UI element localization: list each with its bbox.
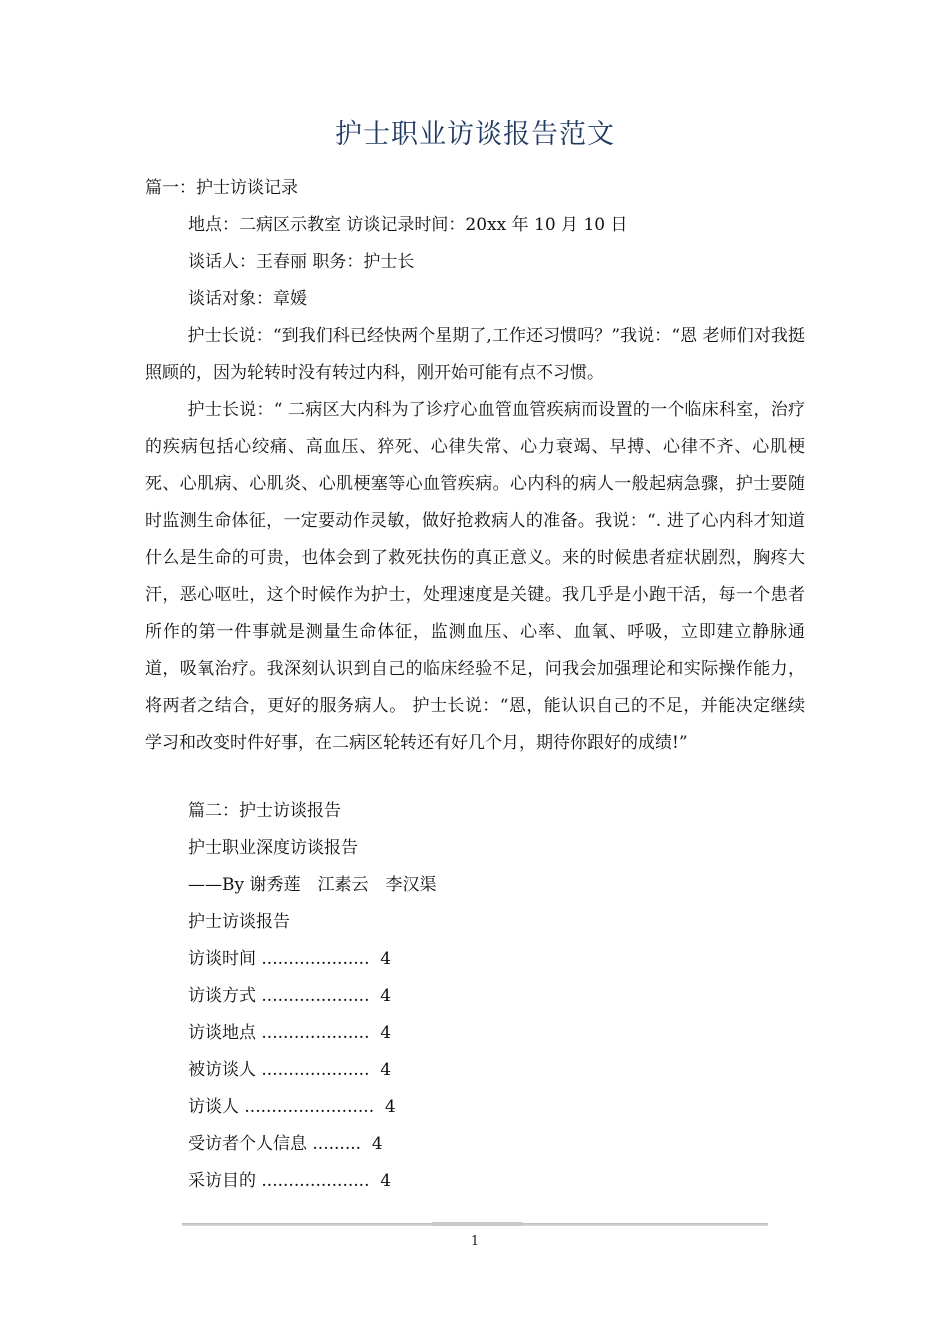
toc-page-number: 4 — [384, 1097, 396, 1117]
toc-page-number: 4 — [380, 949, 392, 969]
toc-item: 访谈地点 .................... 4 — [188, 1023, 392, 1043]
part1-heading: 篇一：护士访谈记录 — [145, 178, 298, 198]
report-subtitle: 护士访谈报告 — [188, 912, 290, 932]
dialogue-paragraph-1: 护士长说：“到我们科已经快两个星期了,工作还习惯吗？”我说：“恩 老师们对我挺照顾的，因为轮转时没有转过内科，刚开始可能有点不习惯。 — [145, 326, 805, 383]
part2-heading: 篇二：护士访谈报告 — [188, 801, 341, 821]
toc-page-number: 4 — [380, 1060, 392, 1080]
toc-item: 被访谈人 .................... 4 — [188, 1060, 392, 1080]
toc-item: 采访目的 .................... 4 — [188, 1171, 392, 1191]
page-number: 1 — [470, 1234, 480, 1249]
location-line: 地点：二病区示教室 访谈记录时间：20xx 年 10 月 10 日 — [188, 215, 628, 235]
toc-item: 访谈时间 .................... 4 — [188, 949, 392, 969]
toc-page-number: 4 — [380, 1023, 392, 1043]
toc-page-number: 4 — [380, 986, 392, 1006]
dialogue-paragraph-2: 护士长说：“ 二病区大内科为了诊疗心血管血管疾病而设置的一个临床科室，治疗的疾病包括心绞痛、高血压、猝死、心律失常、心力衰竭、早搏、心律不齐、心肌梗死、心肌病、心肌炎、心肌梗塞等心血管疾病。心内科的病人一般起病急骤，护士要随时监测生命体征，一定要动作灵敏，做好抢救病人的准备。我说：“. 进了心内科才知道什么是生命的可贵，也体会到了救死扶伤的真正意义。来的时候患者症状剧烈，胸疼大汗，恶心呕吐，这个时候作为护士，处理速度是关键。我几乎是小跑干活，每一个患者所作的第一件事就是测量生命体征，监测血压、心率、血氧、呼吸，立即建立静脉通道，吸氧治疗。我深刻认识到自己的临床经验不足，问我会加强理论和实际操作能力，将两者之结合，更好的服务病人。 护士长说：“恩，能认识自己的不足，并能决定继续学习和改变时件好事，在二病区轮转还有好几个月，期待你跟好的成绩!” — [145, 400, 805, 753]
toc-page-number: 4 — [380, 1171, 392, 1191]
speaker-line: 谈话人：王春丽 职务：护士长 — [188, 252, 415, 272]
report-title: 护士职业深度访谈报告 — [188, 838, 358, 858]
toc-item: 受访者个人信息 ......... 4 — [188, 1134, 383, 1154]
toc-item: 访谈人 ........................ 4 — [188, 1097, 396, 1117]
document-title: 护士职业访谈报告范文 — [335, 119, 615, 150]
toc-page-number: 4 — [371, 1134, 383, 1154]
footer-divider — [182, 1223, 768, 1226]
authors-line: ——By 谢秀莲 江素云 李汉渠 — [188, 875, 437, 895]
target-line: 谈话对象：章媛 — [188, 289, 307, 309]
toc-item: 访谈方式 .................... 4 — [188, 986, 392, 1006]
